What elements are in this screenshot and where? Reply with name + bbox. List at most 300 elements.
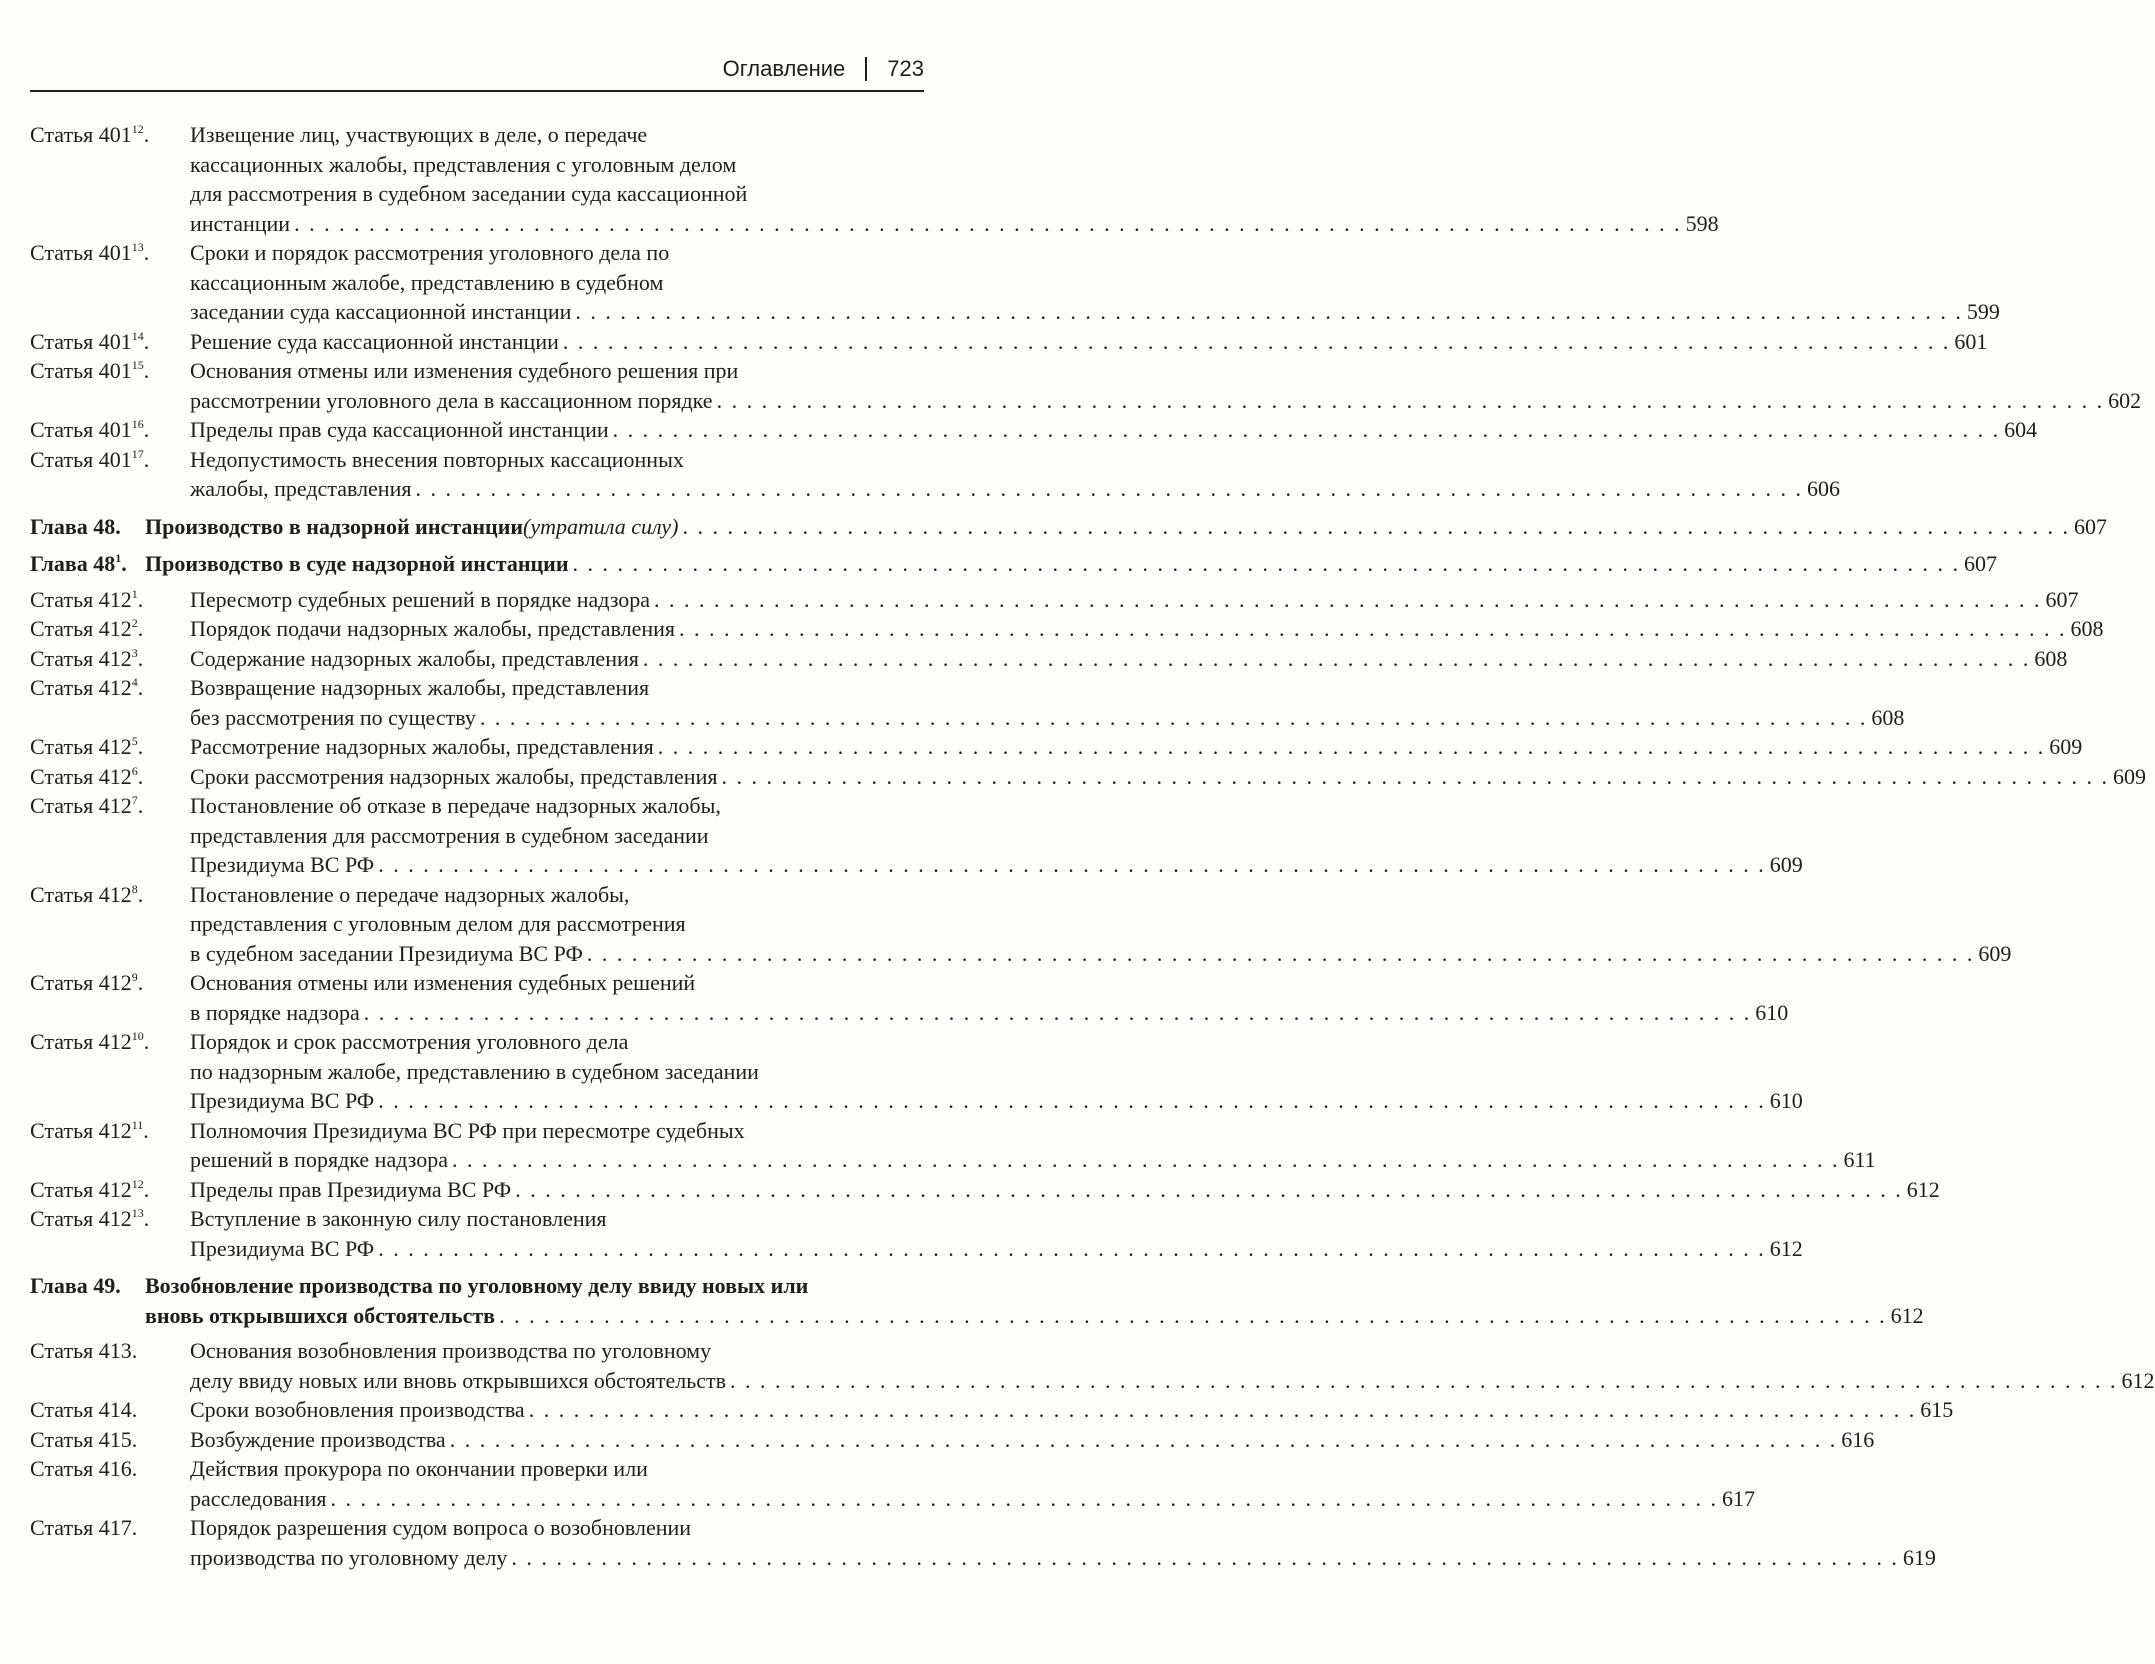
title-line [190,327,1987,357]
dot-leader [515,1175,1903,1205]
title-text: Президиума ВС РФ [190,1088,375,1113]
entry-title [190,356,2141,415]
entry-number: Статья $412^{10}$. [30,1029,150,1054]
title-line [145,549,1997,579]
entry-label: Статья [30,1338,94,1363]
entry-num-value: 412 [98,675,132,700]
entry-number: Статья $412^3$. [30,645,144,671]
title-text: представления с уголовным делом для рассмотрения [190,911,686,936]
toc-chapter[interactable] [30,512,2107,542]
page-ref[interactable]: 619 [1902,1544,1936,1570]
entry-num-superscript: 11 [131,1117,144,1132]
entry-label: Статья [30,446,94,472]
page-ref[interactable]: 601 [1954,328,1988,354]
title-text: Возобновление производства по уголовному делу ввиду новых или [145,1273,809,1298]
title-text: рассмотрении уголовного дела в кассационном порядке [190,387,713,413]
entry-title [190,445,1840,504]
page-ref[interactable]: 611 [1843,1147,1876,1172]
entry-number: Статья 415. [30,1426,138,1452]
entry-num-superscript: 14 [131,328,144,343]
entry-num-value: 412 [98,734,132,759]
entry-num-value: 412 [98,763,132,789]
entry-number: Статья $401^{17}$. [30,446,150,472]
title-line [190,1116,1876,1146]
entry-title [190,1425,1874,1455]
entry-label: Статья [30,675,94,700]
title-text: Сроки рассмотрения надзорных жалобы, представления [190,763,718,789]
title-line [190,179,1719,209]
entry-number: Статья $412^4$. [30,675,144,700]
dot-leader [364,998,1752,1028]
title-line [190,1057,1803,1087]
entry-number: Статья $412^{12}$. [30,1176,150,1202]
entry-label: Статья [30,1426,94,1452]
entry-num-value: 412 [98,793,132,818]
entry-label: Глава [30,513,88,539]
entry-title [190,120,1719,238]
title-line [190,1425,1874,1455]
page-ref[interactable]: 606 [1806,476,1840,501]
entry-title [190,1454,1755,1513]
entry-label: Статья [30,1397,94,1422]
page-ref[interactable]: 616 [1841,1426,1875,1452]
dot-leader [587,939,1975,969]
entry-num-superscript: 2 [131,616,138,630]
title-line [190,703,1904,733]
title-text: без рассмотрения по существу [190,704,476,730]
dot-leader [378,1234,1766,1264]
title-text: Содержание надзорных жалобы, представления [190,645,639,671]
entry-num-superscript: 3 [131,645,138,660]
page-ref[interactable]: 612 [1769,1235,1803,1261]
page-ref[interactable]: 607 [2073,513,2107,539]
page-ref[interactable]: 607 [1964,551,1998,576]
page-ref[interactable]: 608 [2070,616,2104,641]
entry-num-value: 48 [93,551,116,576]
title-line [190,821,1803,851]
dot-leader [294,209,1682,239]
title-text: Решение суда кассационной инстанции [190,328,559,354]
title-text: вновь открывшихся обстоятельств [145,1302,496,1328]
toc-article[interactable] [30,1425,1875,1455]
page-ref[interactable]: 610 [1769,1088,1803,1113]
title-text: Возвращение надзорных жалобы, представления [190,675,650,700]
page-ref[interactable]: 602 [2108,387,2142,413]
entry-number: Статья $401^{12}$. [30,122,150,147]
page-ref[interactable]: 610 [1755,999,1789,1025]
dot-leader [378,850,1766,880]
entry-title [190,1513,1936,1572]
toc-article[interactable] [30,644,2068,674]
page-ref[interactable]: 599 [1966,299,2000,324]
title-line [190,880,2011,910]
entry-title [190,644,2067,674]
title-line [190,1366,2155,1396]
entry-label: Статья [30,1176,94,1202]
header-right [723,56,924,82]
entry-num-superscript: 13 [131,240,144,254]
toc-chapter[interactable] [30,549,1998,579]
entry-label: Статья [30,122,94,147]
page-ref[interactable]: 609 [1978,940,2012,966]
title-line [190,415,2037,445]
title-text: Возбуждение производства [190,1426,446,1452]
entry-num-superscript: 10 [131,1029,144,1043]
toc-article[interactable] [30,585,2079,615]
title-line [190,474,1840,504]
entry-num-value: 401 [98,446,132,472]
title-line [190,150,1719,180]
title-line [190,585,2079,615]
title-line [190,673,1904,703]
toc-article[interactable] [30,327,1988,357]
page-ref[interactable]: 609 [2049,734,2083,759]
entry-number: Статья $412^9$. [30,970,144,995]
entry-num-superscript: 4 [131,675,138,689]
entry-number: Статья $401^{15}$. [30,358,150,383]
toc-article[interactable] [30,238,2000,327]
toc-article[interactable] [30,673,1905,732]
dot-leader [654,585,2042,615]
entry-num-value: 412 [98,1206,132,1231]
page-ref[interactable]: 609 [2112,763,2146,789]
title-text: заседании суда кассационной инстанции [190,299,572,324]
title-text: в порядке надзора [190,999,360,1025]
entry-title [190,1116,1876,1175]
entry-num-superscript: 7 [131,793,138,807]
title-line [190,1484,1755,1514]
entry-label: Статья [30,1206,94,1231]
title-line [145,512,2107,542]
entry-num-value: 412 [98,1176,132,1202]
entry-label: Статья [30,240,94,265]
entry-label: Глава [30,551,88,576]
dot-leader [679,614,2067,644]
title-text: для рассмотрения в судебном заседании суда кассационной [190,181,748,206]
entry-number: Глава 49. [30,1273,121,1298]
entry-title [190,1204,1803,1263]
title-text: Вступление в законную силу постановления [190,1206,607,1231]
entry-title [190,614,2104,644]
entry-num-value: 412 [98,1029,132,1054]
dot-leader [330,1484,1718,1514]
title-text: расследования [190,1485,327,1511]
title-line [190,1145,1876,1175]
dot-leader [563,327,1951,357]
title-line [190,209,1719,239]
title-text: Основания отмены или изменения судебного решения при [190,358,739,383]
title-text: жалобы, представления [190,476,412,501]
title-text: Производство в надзорной инстанции [145,513,524,539]
entry-number: Статья 417. [30,1515,138,1540]
entry-num-value: 417 [98,1515,132,1540]
entry-number: Статья $412^2$. [30,616,144,641]
entry-num-value: 414 [98,1397,132,1422]
dot-leader [721,762,2109,792]
entry-number: Статья $401^{14}$. [30,328,150,354]
title-line [190,1204,1803,1234]
title-text: Президиума ВС РФ [190,852,375,877]
title-text: делу ввиду новых или вновь открывшихся обстоятельств [190,1367,727,1393]
title-line [190,791,1803,821]
entry-num-superscript: 15 [131,358,144,372]
entry-number: Глава 48. [30,513,121,539]
dot-leader [499,1301,1887,1331]
entry-label: Статья [30,763,94,789]
title-line [145,1301,1924,1331]
toc-article[interactable] [30,445,1840,504]
title-line [190,1336,2155,1366]
dot-leader [613,415,2001,445]
dot-leader [511,1543,1899,1573]
toc-article[interactable] [30,762,2146,792]
entry-label: Статья [30,586,94,612]
entry-number: Статья 416. [30,1456,138,1481]
entry-label: Статья [30,881,94,907]
title-line [190,1543,1936,1573]
toc-article[interactable] [30,732,2083,762]
title-line [145,1271,1924,1301]
entry-num-value: 413 [98,1338,132,1363]
page-ref[interactable]: 612 [2121,1367,2155,1393]
entry-label: Статья [30,616,94,641]
table-of-contents [30,120,2155,1572]
title-line [190,356,2141,386]
title-text: Пересмотр судебных решений в порядке надзора [190,586,651,612]
entry-num-value: 412 [98,586,132,612]
entry-title [145,512,2107,542]
entry-num-value: 49 [93,1273,116,1298]
entry-title [145,549,1997,579]
title-text: кассационных жалобы, представления с уголовным делом [190,151,737,177]
title-text: Сроки и порядок рассмотрения уголовного дела по [190,240,670,265]
entry-num-value: 416 [98,1456,132,1481]
page-ref[interactable]: 604 [2004,417,2038,442]
entry-number: Статья $412^6$. [30,763,144,789]
entry-num-value: 415 [98,1426,132,1452]
dot-leader [730,1366,2118,1396]
page-ref[interactable]: 609 [1769,852,1803,877]
title-line [190,1395,1953,1425]
page-ref[interactable]: 598 [1685,210,1719,236]
title-line [190,968,1788,998]
toc-article[interactable] [30,614,2104,644]
entry-number: Статья 414. [30,1397,138,1422]
entry-title [190,732,2082,762]
title-text: Пределы прав суда кассационной инстанции [190,417,609,442]
entry-title [190,880,2011,969]
title-text: Порядок подачи надзорных жалобы, представления [190,616,676,641]
entry-num-superscript: 12 [131,1176,144,1191]
entry-number: Статья $412^{13}$. [30,1206,150,1231]
title-line [190,732,2082,762]
entry-title [190,1336,2155,1395]
title-line [190,445,1840,475]
entry-num-value: 412 [98,616,132,641]
title-line [190,1175,1940,1205]
title-line [190,939,2011,969]
page-number: 723 [887,56,924,81]
entry-title [190,1175,1940,1205]
page-ref[interactable]: 612 [1906,1176,1940,1202]
title-text: Президиума ВС РФ [190,1235,375,1261]
title-text: Пределы прав Президиума ВС РФ [190,1176,512,1202]
dot-leader [682,512,2070,542]
page-ref[interactable]: 612 [1890,1302,1924,1328]
title-line [190,644,2067,674]
toc-chapter[interactable] [30,1271,1924,1330]
title-text: в судебном заседании Президиума ВС РФ [190,940,583,966]
entry-num-value: 412 [98,645,132,671]
entry-number: Глава $48^1$. [30,551,127,576]
toc-article[interactable] [30,415,2038,445]
title-line [190,1086,1803,1116]
entry-num-value: 48 [93,513,116,539]
entry-number: Статья $412^8$. [30,881,144,907]
title-text: Сроки возобновления производства [190,1397,525,1422]
title-text: Полномочия Президиума ВС РФ при пересмотре судебных [190,1117,745,1143]
dot-leader [378,1086,1766,1116]
toc-article[interactable] [30,1116,1876,1175]
page-ref[interactable]: 615 [1920,1397,1954,1422]
header-separator [865,57,867,81]
title-text: Порядок и срок рассмотрения уголовного дела [190,1029,629,1054]
entry-label: Статья [30,734,94,759]
dot-leader [529,1395,1917,1425]
page-ref[interactable]: 608 [2034,645,2068,671]
title-line [190,268,2000,298]
dot-leader [575,297,1963,327]
entry-title [190,1395,1953,1425]
title-text: по надзорным жалобе, представлению в судебном заседании [190,1058,759,1084]
entry-number: Статья 413. [30,1338,138,1363]
entry-title [190,968,1788,1027]
entry-num-value: 401 [98,328,132,354]
title-line [190,120,1719,150]
title-line [190,1027,1803,1057]
entry-num-superscript: 1 [115,551,122,565]
title-line [190,297,2000,327]
toc-article[interactable] [30,1175,1940,1205]
toc-article[interactable] [30,1513,1936,1572]
title-text: Порядок разрешения судом вопроса о возобновлении [190,1515,692,1540]
title-text: Недопустимость внесения повторных кассационных [190,446,684,472]
title-line [190,386,2141,416]
entry-num-superscript: 5 [131,734,138,748]
title-line [190,614,2104,644]
dot-leader [717,386,2105,416]
title-line [190,850,1803,880]
title-line [190,238,2000,268]
entry-num-superscript: 16 [131,417,144,431]
entry-number: Статья $412^7$. [30,793,144,818]
entry-number: Статья $412^5$. [30,734,144,759]
entry-label: Статья [30,1456,94,1481]
page-ref[interactable]: 608 [1871,704,1905,730]
entry-number: Статья $412^1$. [30,586,144,612]
title-text: Основания отмены или изменения судебных решений [190,970,696,995]
dot-leader [452,1145,1840,1175]
entry-num-value: 401 [98,122,132,147]
title-line [190,1513,1936,1543]
toc-article[interactable] [30,880,2012,969]
entry-title [190,415,2037,445]
title-text: Основания возобновления производства по уголовному [190,1338,712,1363]
toc-article[interactable] [30,1027,1803,1116]
entry-num-superscript: 8 [131,881,138,896]
entry-title [190,762,2146,792]
entry-number: Статья $401^{13}$. [30,240,150,265]
entry-number: Статья $412^{11}$. [30,1117,149,1143]
entry-label: Статья [30,645,94,671]
dot-leader [573,549,1961,579]
toc-article[interactable] [30,356,2142,415]
entry-label: Статья [30,970,94,995]
page-header [30,50,924,92]
entry-label: Статья [30,358,94,383]
title-line [190,998,1788,1028]
entry-num-value: 401 [98,358,132,383]
toc-article[interactable] [30,1395,1954,1425]
entry-number: Статья $401^{16}$. [30,417,150,442]
entry-title [190,327,1987,357]
entry-num-superscript: 6 [131,763,138,778]
title-text: Постановление о передаче надзорных жалобы, [190,881,630,907]
toc-article[interactable] [30,1454,1755,1513]
entry-label: Статья [30,793,94,818]
toc-article[interactable] [30,1204,1803,1263]
page-ref[interactable]: 617 [1721,1485,1755,1511]
entry-num-value: 401 [98,417,132,442]
entry-title [190,673,1904,732]
entry-title [190,585,2079,615]
toc-article[interactable] [30,791,1803,880]
toc-article[interactable] [30,120,1719,238]
entry-label: Статья [30,328,94,354]
dot-leader [415,474,1803,504]
entry-num-superscript: 12 [131,122,144,136]
section-title: Оглавление [722,56,846,81]
entry-num-value: 412 [98,970,132,995]
title-line [190,762,2146,792]
title-text: Рассмотрение надзорных жалобы, представления [190,734,654,759]
title-text: производства по уголовному делу [190,1544,508,1570]
entry-num-superscript: 9 [131,970,138,984]
entry-title [190,791,1803,880]
title-line [190,1234,1803,1264]
entry-title [190,1027,1803,1116]
entry-label: Статья [30,1029,94,1054]
entry-num-superscript: 13 [131,1206,144,1220]
entry-num-value: 412 [98,1117,132,1143]
entry-num-superscript: 1 [131,586,138,601]
entry-title [145,1271,1924,1330]
entry-num-superscript: 17 [131,446,144,461]
dot-leader [643,644,2031,674]
entry-label: Статья [30,1515,94,1540]
title-text: решений в порядке надзора [190,1147,448,1172]
page-ref[interactable]: 607 [2045,586,2079,612]
title-note: (утратила силу) [523,513,679,539]
title-line [190,1454,1755,1484]
toc-article[interactable] [30,968,1789,1027]
toc-article[interactable] [30,1336,2155,1395]
title-text: Извещение лиц, участвующих в деле, о передаче [190,122,648,147]
dot-leader [450,1425,1838,1455]
dot-leader [480,703,1868,733]
entry-num-value: 412 [98,881,132,907]
title-text: Производство в суде надзорной инстанции [145,551,569,576]
